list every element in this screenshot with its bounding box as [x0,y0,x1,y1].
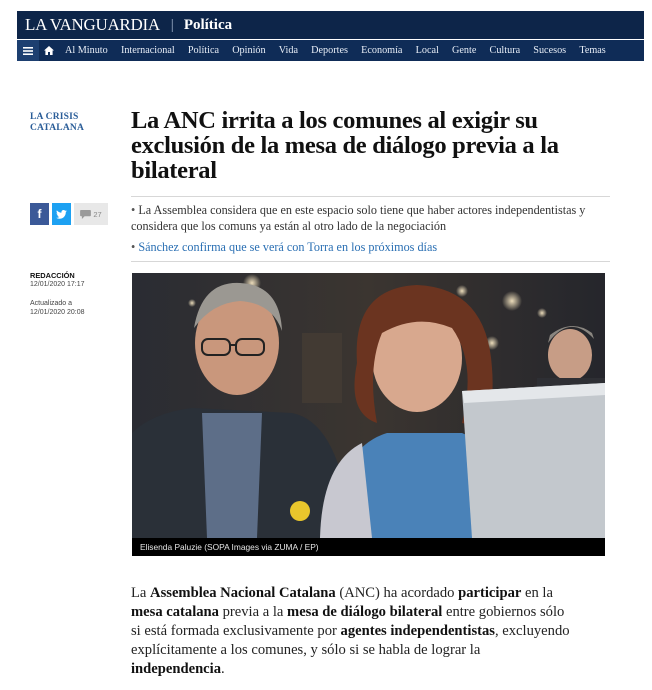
body-bold: Assemblea Nacional Catalana [150,585,336,601]
facebook-share-button[interactable] [30,203,49,225]
comments-button[interactable] [74,203,108,225]
section-title[interactable]: Política [183,16,233,33]
body-bold: mesa catalana [131,604,219,620]
site-header [17,11,644,39]
share-bar [30,203,108,225]
nav-item-deportes[interactable]: Deportes [311,45,348,56]
photo-caption: Elisenda Paluzie (SOPA Images via ZUMA / EP) [132,538,605,556]
related-link-text[interactable]: Sánchez confirma que se verá con Torra en los próximos días [138,240,438,254]
site-logo[interactable]: LA VANGUARDIA [25,15,160,34]
article-summary [131,203,611,234]
kicker-line: LA CRISIS [30,112,79,122]
body-bold: independencia [131,661,222,677]
twitter-share-button[interactable] [52,203,71,225]
nav-item-local[interactable]: Local [415,45,439,56]
related-link[interactable] [131,240,437,255]
body-text: previa a la [218,604,288,620]
nav-item-gente[interactable]: Gente [452,45,477,56]
article-meta [30,271,125,317]
twitter-icon [56,210,67,219]
main-nav [17,40,644,61]
header-divider: | [170,16,174,33]
body-bold: mesa de diálogo bilateral [287,604,443,620]
updated-date: 12/01/2020 20:08 [30,309,85,316]
nav-item-vida[interactable]: Vida [278,45,298,56]
nav-item-cultura[interactable]: Cultura [489,45,521,56]
comments-count: 27 [93,209,102,219]
summary-text: La Assemblea considera que en este espacio solo tiene que haber actores independentistas y considera que los comuns ya están al otro lado de la negociación [131,203,586,233]
nav-items [65,45,606,56]
nav-item-sucesos[interactable]: Sucesos [533,45,567,56]
publish-date: 12/01/2020 17:17 [30,281,85,288]
nav-item-economia[interactable]: Economía [361,45,403,56]
body-text: (ANC) ha acordado [335,585,459,601]
bullet: • [131,203,139,217]
author-name[interactable]: REDACCIÓN [30,271,75,280]
nav-item-politica[interactable]: Política [187,45,219,56]
divider [131,196,610,197]
facebook-icon: f [37,207,42,221]
nav-item-opinion[interactable]: Opinión [232,45,266,56]
body-text: , excluyendo explícitamente a los comunes, y sólo si se habla de lograr la [131,623,570,658]
body-bold: agentes independentistas [340,623,495,639]
article-kicker[interactable] [30,112,120,134]
body-text: en la [521,585,553,601]
nav-item-temas[interactable]: Temas [579,45,606,56]
comment-bubble-icon [80,210,91,219]
article-body [131,584,571,679]
home-icon[interactable] [39,40,59,61]
body-text: entre gobiernos sólo si está formada exclusivamente por [131,604,565,639]
divider [131,261,610,262]
nav-item-al-minuto[interactable]: Al Minuto [65,45,108,56]
body-text: La [131,585,151,601]
body-text: . [221,661,225,677]
hamburger-menu-icon[interactable] [17,40,39,61]
bullet: • [131,240,139,254]
body-bold: participar [458,585,522,601]
article-headline: La ANC irrita a los comunes al exigir su exclusión de la mesa de diálogo previa a la bilateral [131,107,559,184]
kicker-line: CATALANA [30,123,85,133]
nav-item-internacional[interactable]: Internacional [120,45,175,56]
photo-illustration [132,273,605,538]
article-photo[interactable] [132,273,605,556]
updated-label: Actualizado a [30,300,73,307]
